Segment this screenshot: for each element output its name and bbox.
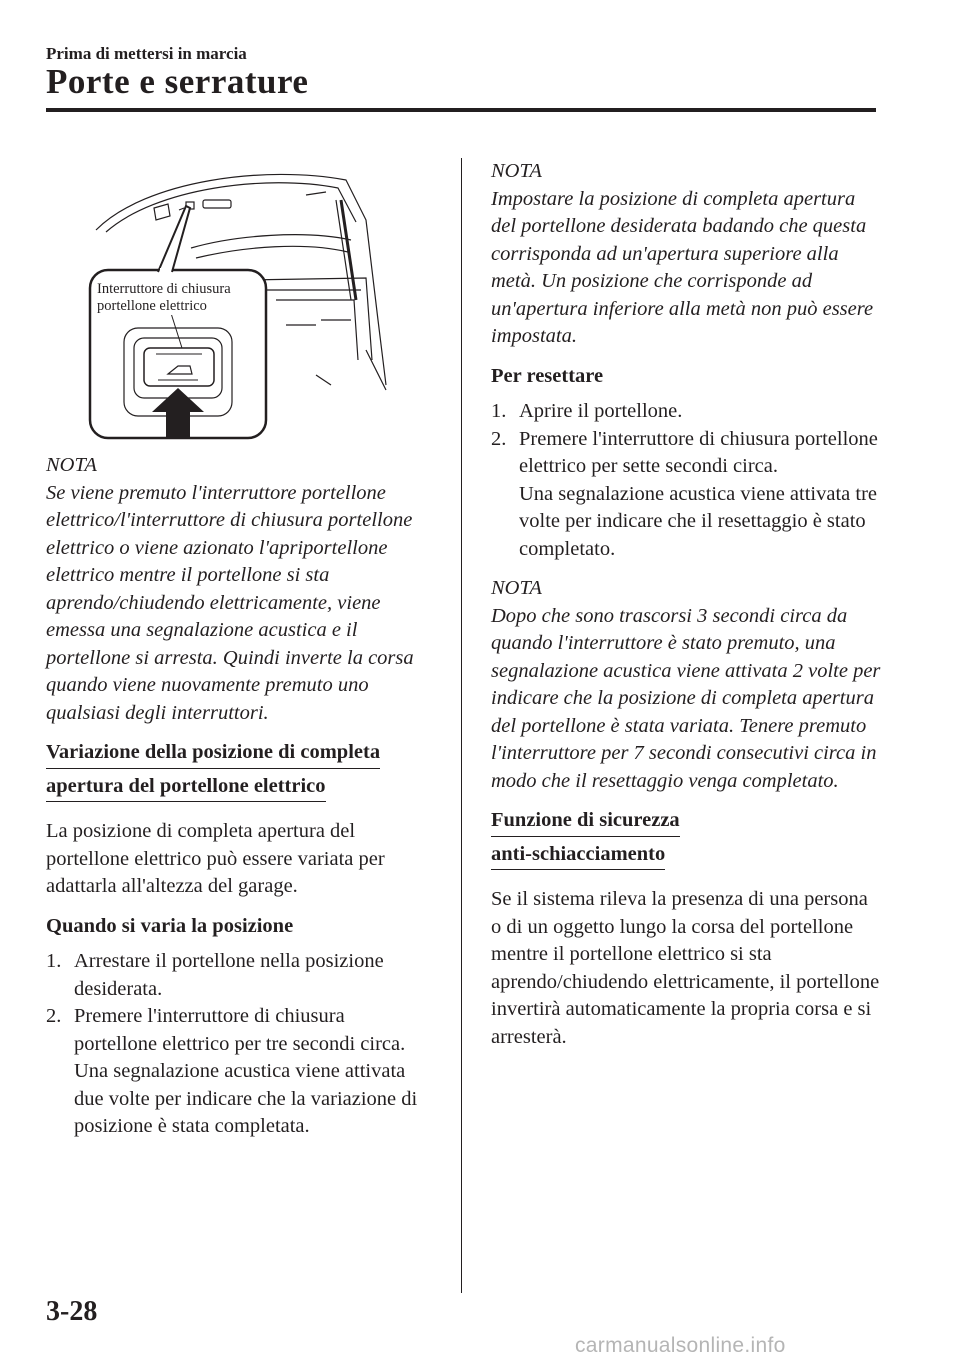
step-number: 2. (46, 1005, 62, 1027)
list-item (46, 1003, 426, 1141)
step-text: Aprire il portellone. (519, 400, 683, 422)
list-item (46, 948, 426, 1003)
watermark: carmanualsonline.info (575, 1334, 786, 1357)
figure-label-line-1: Interruttore di chiusura (97, 281, 231, 297)
right-column (491, 158, 881, 1063)
safety-paragraph: Se il sistema rileva la presenza di una persona o di un oggetto lungo la corsa del portellone mentre il portellone elettrico si sta aprendo/chiudendo elettricamente, il portellone invertirà automaticamente la propria corsa e si arresterà. (491, 888, 880, 1048)
step-number: 1. (46, 950, 62, 972)
step-subtext: Una segnalazione acustica viene attivata tre volte per indicare che il resettaggio è stato completato. (519, 482, 877, 560)
step-text: Premere l'interruttore di chiusura portellone elettrico per sette secondi circa. (519, 427, 878, 477)
step-text: Premere l'interruttore di chiusura portellone elettrico per tre secondi circa. (74, 1005, 406, 1055)
note-title: NOTA (491, 577, 542, 599)
section-heading-line-1: Variazione della posizione di completa (46, 739, 380, 769)
step-number: 1. (491, 400, 507, 422)
chapter-title: Porte e serrature (46, 62, 309, 101)
figure-label (97, 281, 231, 315)
list-item (491, 426, 881, 564)
step-text: Arrestare il portellone nella posizione desiderata. (74, 950, 384, 1000)
procedure-list (491, 398, 881, 563)
list-item (491, 398, 881, 426)
note-title: NOTA (491, 160, 542, 182)
section-heading-line-1: Funzione di sicurezza (491, 807, 680, 837)
step-subtext: Una segnalazione acustica viene attivata due volte per indicare che la variazione di posizione è stata completata. (74, 1060, 418, 1137)
note-text: Dopo che sono trascorsi 3 secondi circa da quando l'interruttore è stato premuto, una segnalazione acustica viene attivata 2 volte per indicare che la posizione di completa apertura del portellone è stata variata. Tenere premuto l'interruttore per 7 secondi consecutivi circa in modo che il resettaggio venga completato. (491, 604, 881, 792)
subheading: Quando si varia la posizione (46, 914, 294, 937)
note-title: NOTA (46, 454, 97, 476)
note-text: Se viene premuto l'interruttore portellone elettrico/l'interruttore di chiusura portellone elettrico o viene azionato l'apriportellone elettrico mentre il portellone si sta aprendo/chiudendo elettricamente, viene emessa una segnalazione acustica e il portellone si arresta. Quindi inverte la corsa quando viene nuovamente premuto uno qualsiasi degli interruttori. (46, 481, 414, 724)
section-heading (491, 807, 881, 874)
procedure-list (46, 948, 426, 1141)
step-number: 2. (491, 427, 507, 450)
note-text: Impostare la posizione di completa apertura del portellone desiderata badando che questa corrisponda ad un'apertura superiore alla metà. Un posizione che corrisponde ad un'apertura inferiore alla metà non può essere impostata. (491, 187, 874, 347)
left-column (46, 452, 426, 1153)
intro-paragraph: La posizione di completa apertura del portellone elettrico può essere variata per adattarla all'altezza del garage. (46, 820, 385, 897)
page-number: 3-28 (46, 1296, 98, 1327)
section-heading-line-2: anti-schiacciamento (491, 841, 665, 871)
figure-label-line-2: portellone elettrico (97, 298, 207, 314)
subheading: Per resettare (491, 364, 604, 387)
section-heading-line-2: apertura del portellone elettrico (46, 773, 326, 803)
section-title: Prima di mettersi in marcia (46, 44, 247, 63)
column-divider (461, 158, 462, 1293)
section-heading (46, 739, 426, 806)
header-rule (46, 108, 876, 112)
